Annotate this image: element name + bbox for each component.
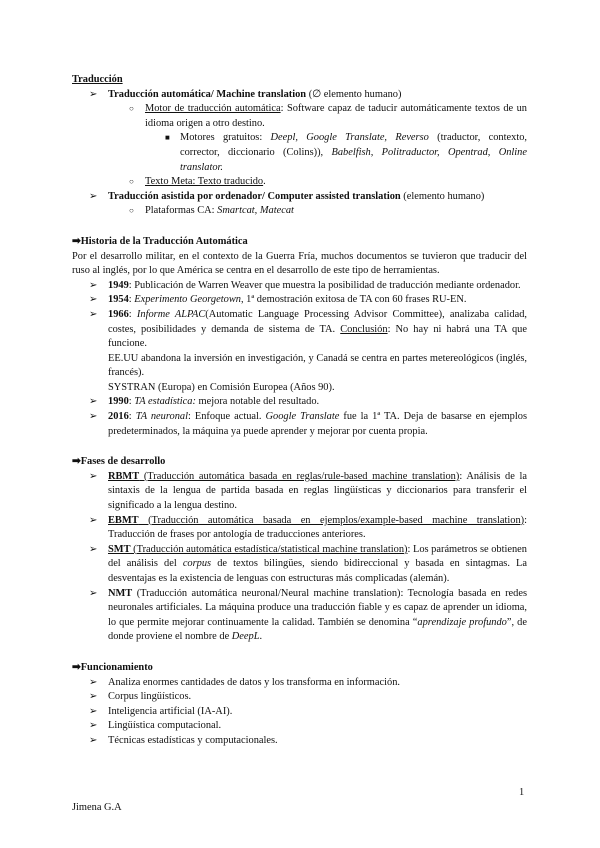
text-run: , 1ª demostración exitosa de TA con 60 frases RU-EN.	[240, 294, 467, 306]
list-item	[72, 131, 527, 175]
arrow-bullet-icon: ➢	[89, 88, 98, 100]
text-run: fue la 1ª TA. Deja de basarse en ejemplos predeterminados, la máquina ya puede aprender y mejorar por cuenta propia.	[108, 411, 527, 437]
circle-bullet-icon: ○	[129, 177, 134, 187]
arrow-bullet-icon: ➢	[89, 676, 98, 688]
list-item	[72, 543, 527, 587]
list-item	[72, 514, 527, 543]
list-item	[72, 690, 527, 705]
list-item	[72, 308, 527, 352]
list-item	[72, 719, 527, 734]
text-run: : No hay ni habrá una TA que funcione.	[108, 323, 527, 350]
list-item	[72, 352, 527, 381]
text-run: : Análisis de la sintaxis de la lengua de partida basada en reglas lingüísticas y diccionarios para transferir el significado a la lengua destino.	[108, 470, 527, 512]
list-item	[72, 381, 527, 396]
text-run: EE.UU abandona la inversión en investigación, y Canadá se centra en partes metereológicos (inglés, francés).	[108, 352, 527, 379]
text-run: (∅ elemento humano)	[306, 88, 402, 100]
circle-bullet-icon: ○	[129, 206, 134, 216]
text-run: :	[128, 294, 135, 306]
text-run: mejora notable del resultado.	[195, 396, 320, 408]
text-run: 1954	[108, 294, 129, 306]
text-run: Informe ALPAC	[136, 308, 206, 320]
text-run: NMT	[108, 587, 133, 599]
text-run: SYSTRAN (Europa) en Comisión Europea (Años 90).	[108, 381, 335, 393]
text-run: .	[259, 631, 263, 643]
spacer	[72, 219, 527, 235]
list-item	[72, 676, 527, 691]
text-run: (Traducción automática basada en ejemplos/example-based machine translation)	[138, 514, 525, 526]
paragraph	[72, 250, 527, 279]
text-run: Motores gratuitos:	[180, 132, 271, 144]
text-run: TA estadística:	[134, 396, 196, 408]
page-number: 1	[519, 787, 525, 798]
spacer	[72, 645, 527, 661]
text-run: Inteligencia artificial (IA-AI).	[108, 705, 233, 717]
arrow-bullet-icon: ➢	[89, 543, 98, 555]
text-run: Texto Meta: Texto traducido	[145, 176, 264, 188]
text-run: : Enfoque actual.	[188, 411, 266, 423]
arrow-bullet-icon: ➢	[89, 514, 98, 526]
text-run: .	[263, 176, 266, 188]
text-run: : Publicación de Warren Weaver que muestra la posibilidad de traducción mediante ordenador.	[128, 279, 521, 291]
text-run: Corpus lingüísticos.	[108, 691, 192, 703]
text-run: Analiza enormes cantidades de datos y los transforma en información.	[108, 676, 400, 688]
list-item	[72, 587, 527, 645]
section-heading: ➡Funcionamiento	[72, 661, 153, 673]
text-run: Conclusión	[340, 323, 388, 335]
arrow-bullet-icon: ➢	[89, 691, 98, 703]
text-run: ”, de donde proviene el nombre de	[108, 616, 527, 643]
text-run: Por el desarrollo militar, en el contexto de la Guerra Fría, muchos documentos se tuvieron que traducir del ruso al inglés, por lo que América se centra en el desarrollo de este tipo de herramientas.	[72, 250, 527, 277]
arrow-bullet-icon: ➢	[89, 308, 98, 320]
arrow-bullet-icon: ➢	[89, 705, 98, 717]
circle-bullet-icon: ○	[129, 104, 134, 114]
section-heading: Traducción	[72, 74, 123, 85]
text-run: Experimento Georgetown	[134, 294, 241, 306]
document-body	[72, 73, 527, 749]
arrow-bullet-icon: ➢	[89, 734, 98, 746]
text-run: Plataformas CA:	[145, 205, 218, 217]
text-run: 2016	[108, 411, 129, 423]
text-run: 1990	[108, 396, 129, 408]
list-item	[72, 395, 527, 410]
text-run: Smartcat, Matecat	[217, 205, 294, 217]
text-run: corpus	[182, 558, 212, 570]
text-run: aprendizaje profundo	[417, 616, 507, 628]
text-run: SMT	[108, 543, 131, 555]
text-run: Técnicas estadísticas y computacionales.	[108, 734, 278, 746]
text-run: (elemento humano)	[400, 190, 485, 202]
arrow-bullet-icon: ➢	[89, 294, 98, 306]
list-item	[72, 705, 527, 720]
text-run: (Automatic Language Processing Advisor Committee), analizaba calidad, costes, posibilidades y demanda de sistema de TA.	[108, 308, 527, 335]
list-item	[72, 88, 527, 103]
arrow-bullet-icon: ➢	[89, 396, 98, 408]
footer-author: Jimena G.A	[72, 802, 122, 813]
text-run: :	[128, 308, 137, 320]
list-item	[72, 279, 527, 294]
text-run: TA neuronal	[135, 411, 188, 423]
square-bullet-icon: ■	[165, 133, 170, 143]
list-item	[72, 410, 527, 439]
text-run: de textos bilingües, siendo bidireccional y basada en sintagmas. La desventajas es la existencia de lenguas con estructuras más complicadas (alemán).	[108, 558, 527, 584]
text-run: DeepL	[231, 631, 260, 643]
list-item	[72, 175, 527, 190]
text-run: Babelfish, Politraductor, Opentrad, Online translator.	[180, 146, 527, 173]
list-item	[72, 734, 527, 749]
text-run: (Traducción automática neuronal/Neural machine translation): Tecnología basada en redes neuronales artificiales. La máquina produce una traducción fiable y es capaz de aprender un idioma, lo que permite mejorar continuamente la calidad. También se denomina “	[108, 587, 527, 628]
list-item	[72, 204, 527, 219]
list-item	[72, 293, 527, 308]
arrow-bullet-icon: ➢	[89, 190, 98, 202]
text-run: : Traducción de frases por antología de traducciones anteriores.	[108, 514, 527, 541]
list-item	[72, 190, 527, 205]
text-run: Deepl, Google Translate, Reverso	[270, 132, 429, 144]
text-run: : Software capaz de taducir automáticamente textos de un idioma origen a otro destino.	[145, 103, 527, 129]
arrow-bullet-icon: ➢	[89, 587, 98, 599]
text-run: EBMT	[108, 514, 139, 526]
text-run: 1949	[108, 279, 129, 291]
spacer	[72, 439, 527, 455]
text-run: Lingüística computacional.	[108, 720, 222, 732]
text-run: Traducción automática/ Machine translation	[108, 88, 307, 100]
section-heading: ➡Historia de la Traducción Automática	[72, 235, 248, 247]
text-run: (Traducción automática basada en reglas/rule-based machine translation)	[139, 470, 460, 482]
arrow-bullet-icon: ➢	[89, 470, 98, 482]
arrow-bullet-icon: ➢	[89, 411, 98, 423]
text-run: RBMT	[108, 470, 140, 482]
text-run: : Los parámetros se obtienen del análisis del	[108, 543, 527, 570]
text-run: :	[128, 396, 135, 408]
list-item	[72, 102, 527, 131]
arrow-bullet-icon: ➢	[89, 279, 98, 291]
text-run: Motor de traducción automática	[145, 103, 281, 115]
text-run: :	[128, 411, 136, 423]
list-item	[72, 470, 527, 514]
text-run: (Traducción automática estadística/statistical machine translation)	[130, 543, 408, 555]
arrow-bullet-icon: ➢	[89, 720, 98, 732]
text-run: Traducción asistida por ordenador/ Computer assisted translation	[108, 190, 401, 202]
section-heading: ➡Fases de desarrollo	[72, 456, 166, 468]
text-run: (traductor, contexto, corrector, diccionario (Colins)),	[180, 132, 527, 158]
text-run: Google Translate	[265, 411, 340, 423]
text-run: 1966	[108, 308, 129, 320]
